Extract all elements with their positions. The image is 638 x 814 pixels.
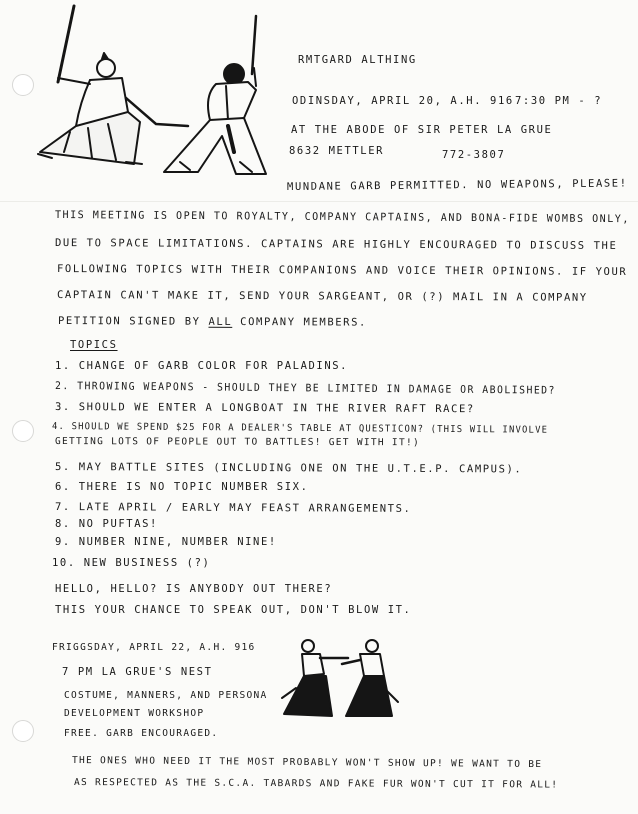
topic-item: [55, 461, 522, 475]
topic-text: LATE APRIL / EARLY MAY FEAST ARRANGEMENTS.: [78, 501, 412, 515]
topics-heading: TOPICS: [70, 339, 118, 351]
samurai-grapple-illustration: [272, 636, 402, 720]
intro-emphasis-all: ALL: [208, 315, 233, 328]
workshop-time-place: 7 PM LA GRUE'S NEST: [62, 666, 213, 678]
topic-number: 2.: [54, 380, 70, 393]
topic-number: 5.: [54, 461, 71, 474]
intro-line: THIS MEETING IS OPEN TO ROYALTY, COMPANY CAPTAINS, AND BONA-FIDE WOMBS ONLY,: [54, 209, 630, 226]
topic-continuation: GETTING LOTS OF PEOPLE OUT TO BATTLES! GET WITH IT!): [54, 436, 421, 449]
event-time: 7:30 PM - ?: [515, 95, 603, 107]
topic-text: THERE IS NO TOPIC NUMBER SIX.: [78, 481, 309, 493]
closing-line: AS RESPECTED AS THE S.C.A. TABARDS AND FAKE FUR WON'T CUT IT FOR ALL!: [73, 777, 559, 791]
topic-text: SHOULD WE ENTER A LONGBOAT IN THE RIVER RAFT RACE?: [78, 401, 475, 416]
intro-line-final: [58, 315, 367, 329]
intro-line5-start: PETITION SIGNED BY: [57, 315, 201, 328]
topic-item: [55, 501, 412, 515]
workshop-title: COSTUME, MANNERS, AND PERSONA: [64, 690, 268, 701]
topic-item: [55, 481, 309, 493]
punch-hole: [12, 420, 34, 442]
topic-text: CHANGE OF GARB COLOR FOR PALADINS.: [78, 360, 349, 372]
topic-text: NEW BUSINESS (?): [83, 557, 211, 569]
topic-number: 7.: [54, 501, 71, 514]
callout-line: HELLO, HELLO? IS ANYBODY OUT THERE?: [55, 583, 333, 595]
topic-number: 10.: [52, 557, 76, 569]
event-title: RMTGARD ALTHING: [298, 54, 417, 66]
callout-line: THIS YOUR CHANCE TO SPEAK OUT, DON'T BLOW IT.: [55, 604, 412, 616]
event-phone: 772-3807: [442, 149, 506, 161]
fold-crease: [0, 201, 638, 202]
garb-note: MUNDANE GARB PERMITTED. NO WEAPONS, PLEASE!: [286, 177, 628, 193]
topic-number: 9.: [55, 536, 71, 548]
topic-item: [52, 557, 210, 569]
event-address: 8632 METTLER: [289, 145, 385, 157]
intro-line: FOLLOWING TOPICS WITH THEIR COMPANIONS AND VOICE THEIR OPINIONS. IF YOUR: [56, 263, 628, 278]
punch-hole: [12, 720, 34, 742]
workshop-note: FREE. GARB ENCOURAGED.: [64, 728, 219, 739]
intro-line5-end: COMPANY MEMBERS.: [240, 315, 367, 329]
event-date: ODINSDAY, APRIL 20, A.H. 916: [292, 95, 514, 107]
topic-number: 8.: [55, 518, 71, 530]
topic-number: 1.: [55, 360, 71, 372]
topic-item: [55, 360, 348, 372]
topic-item: [55, 536, 277, 548]
topic-item: [55, 380, 556, 397]
topic-text: SHOULD WE SPEND $25 FOR A DEALER'S TABLE AT QUESTICON? (THIS WILL INVOLVE: [71, 421, 549, 436]
closing-line: THE ONES WHO NEED IT THE MOST PROBABLY WON'T SHOW UP! WE WANT TO BE: [71, 755, 543, 771]
intro-line: DUE TO SPACE LIMITATIONS. CAPTAINS ARE HIGHLY ENCOURAGED TO DISCUSS THE: [54, 237, 618, 252]
topic-number: 6.: [55, 481, 71, 493]
topic-text: NO PUFTAS!: [78, 518, 158, 530]
topic-number: 4.: [51, 421, 66, 433]
topic-text: NUMBER NINE, NUMBER NINE!: [78, 536, 277, 548]
event-location: AT THE ABODE OF SIR PETER LA GRUE: [291, 124, 553, 136]
intro-line: CAPTAIN CAN'T MAKE IT, SEND YOUR SARGEANT, OR (?) MAIL IN A COMPANY: [56, 289, 588, 304]
topic-text: THROWING WEAPONS - SHOULD THEY BE LIMITED IN DAMAGE OR ABOLISHED?: [77, 380, 556, 397]
workshop-date: FRIGGSDAY, APRIL 22, A.H. 916: [52, 642, 256, 653]
topic-number: 3.: [54, 401, 71, 414]
workshop-title: DEVELOPMENT WORKSHOP: [64, 708, 205, 719]
topic-item: [52, 421, 548, 436]
topic-text: MAY BATTLE SITES (INCLUDING ONE ON THE U.T.E.P. CAMPUS).: [78, 461, 523, 476]
topic-item: [55, 401, 475, 415]
topic-item: [55, 518, 158, 530]
samurai-duel-illustration: [30, 2, 270, 178]
